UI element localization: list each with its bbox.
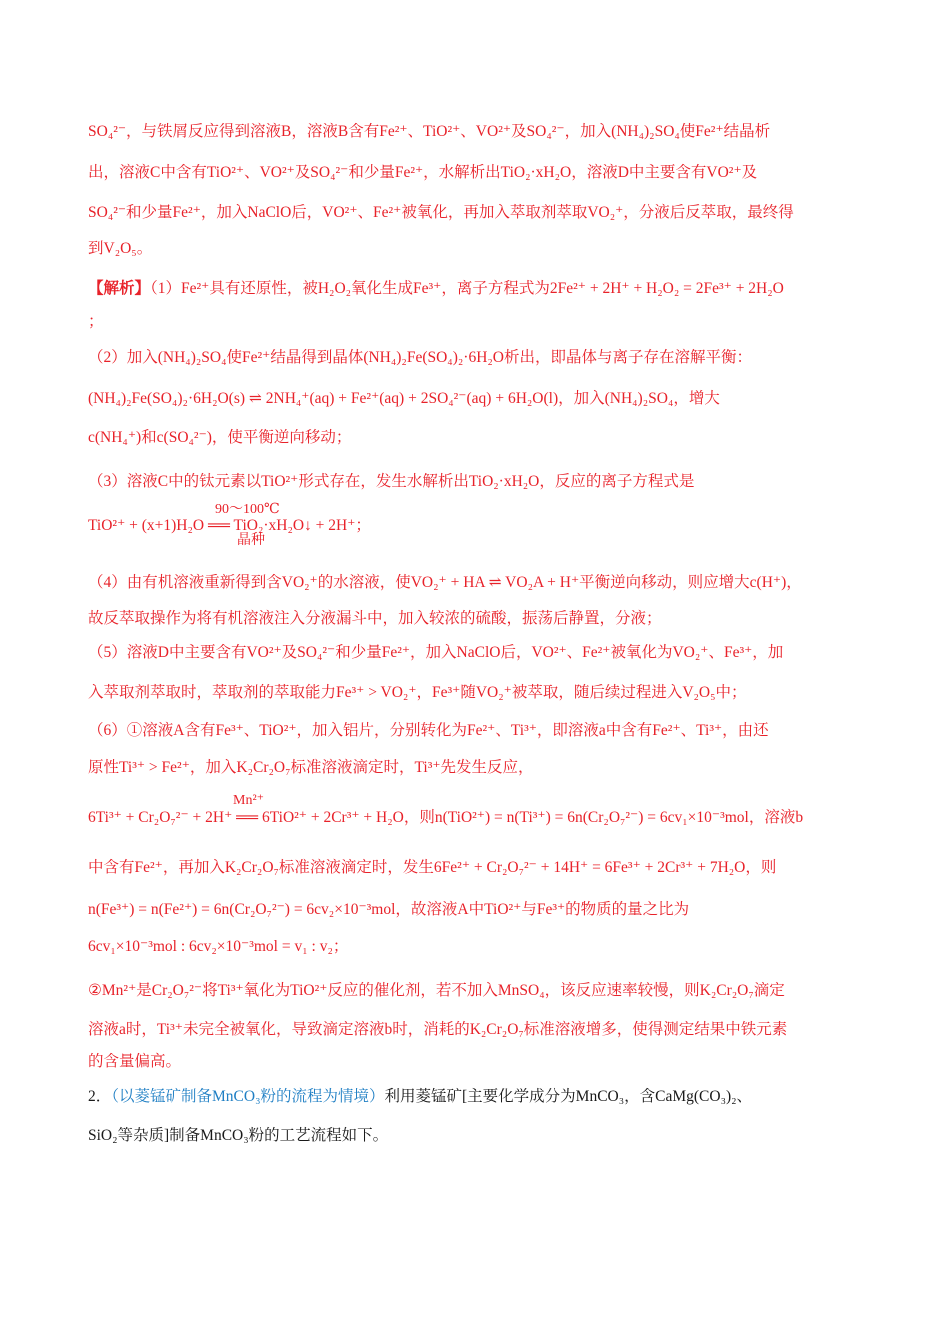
catalyst-explain-3: 的含量偏高。 <box>88 1053 182 1070</box>
equilibrium-line: (NH₄)₂Fe(SO₄)₂·6H₂O(s) ⇌ 2NH₄⁺(aq) + Fe²⁺(aq) + 2SO₄²⁻(aq) + 6H₂O(l)，加入(NH₄)₂SO₄，增大 <box>88 390 720 407</box>
analysis-line-5b: 入萃取剂萃取时，萃取剂的萃取能力Fe³⁺ > VO₂⁺，Fe³⁺随VO₂⁺被萃取，随后续过程进入V₂O₅中； <box>88 684 747 701</box>
catalyst-explain-2: 溶液a时，Ti³⁺未完全被氧化，导致滴定溶液b时，消耗的K₂Cr₂O₇标准溶液增多，使得测定结果中铁元素 <box>88 1021 788 1038</box>
text-line-1: SO₄²⁻，与铁屑反应得到溶液B，溶液B含有Fe²⁺、TiO²⁺、VO²⁺及SO₄²⁻，加入(NH₄)₂SO₄使Fe²⁺结晶析 <box>88 123 771 140</box>
ratio-line: 6cv₁×10⁻³mol : 6cv₂×10⁻³mol = v₁ : v₂； <box>88 938 349 955</box>
analysis-label: 【解析】 <box>88 280 151 297</box>
question-context: （以菱锰矿制备MnCO₃粉的流程为情境） <box>111 1088 385 1105</box>
analysis-line-1 <box>88 277 863 301</box>
analysis-part-1: （1）Fe²⁺具有还原性，被H₂O₂氧化生成Fe³⁺，离子方程式为2Fe²⁺ + 2H⁺ + H₂O₂ = 2Fe³⁺ + 2H₂O <box>150 280 784 297</box>
question-2-line-2: SiO₂等杂质]制备MnCO₃粉的工艺流程如下。 <box>88 1127 389 1144</box>
analysis-line-2: （2）加入(NH₄)₂SO₄使Fe²⁺结晶得到晶体(NH₄)₂Fe(SO₄)₂·6H₂O析出，即晶体与离子存在溶解平衡： <box>88 349 752 366</box>
iron-amount-line: n(Fe³⁺) = n(Fe²⁺) = 6n(Cr₂O₇²⁻) = 6cv₂×10⁻³mol，故溶液A中TiO²⁺与Fe³⁺的物质的量之比为 <box>88 901 690 918</box>
titration-equation-2: 中含有Fe²⁺，再加入K₂Cr₂O₇标准溶液滴定时，发生6Fe²⁺ + Cr₂O₇²⁻ + 14H⁺ = 6Fe³⁺ + 2Cr³⁺ + 7H₂O，则 <box>88 859 777 876</box>
hydrolysis-equation: TiO²⁺ + (x+1)H₂O ══ TiO₂·xH₂O↓ + 2H⁺； <box>88 517 371 534</box>
question-2-line-1 <box>88 1085 863 1109</box>
analysis-line-6: （6）①溶液A含有Fe³⁺、TiO²⁺，加入铝片，分别转化为Fe²⁺、Ti³⁺，即溶液a中含有Fe²⁺、Ti³⁺，由还 <box>88 722 769 739</box>
catalyst-label: Mn²⁺ <box>233 793 265 808</box>
question-number: 2． <box>88 1088 112 1105</box>
increase-line: c(NH₄⁺)和c(SO₄²⁻)，使平衡逆向移动； <box>88 429 352 446</box>
titration-equation-1: 6Ti³⁺ + Cr₂O₇²⁻ + 2H⁺ ══ 6TiO²⁺ + 2Cr³⁺ + H₂O，则n(TiO²⁺) = n(Ti³⁺) = 6n(Cr₂O₇²⁻) = 6cv₁×10⁻³mol，溶液b <box>88 809 804 826</box>
analysis-line-4b: 故反萃取操作为将有机溶液注入分液漏斗中，加入较浓的硫酸，振荡后静置，分液； <box>88 610 662 627</box>
text-line-2: 出，溶液C中含有TiO²⁺、VO²⁺及SO₄²⁻和少量Fe²⁺，水解析出TiO₂·xH₂O，溶液D中主要含有VO²⁺及 <box>88 164 758 181</box>
analysis-line-6b: 原性Ti³⁺ > Fe²⁺，加入K₂Cr₂O₇标准溶液滴定时，Ti³⁺先发生反应， <box>88 759 534 776</box>
analysis-line-5: （5）溶液D中主要含有VO²⁺及SO₄²⁻和少量Fe²⁺，加入NaClO后，VO²⁺、Fe²⁺被氧化为VO₂⁺、Fe³⁺，加 <box>88 644 784 661</box>
text-line-semicolon: ； <box>88 313 104 330</box>
analysis-line-3: （3）溶液C中的钛元素以TiO²⁺形式存在，发生水解析出TiO₂·xH₂O，反应的离子方程式是 <box>88 473 695 490</box>
condition-top: 90～100℃ <box>215 502 280 517</box>
analysis-line-4: （4）由有机溶液重新得到含VO₂⁺的水溶液，使VO₂⁺ + HA ⇌ VO₂A + H⁺平衡逆向移动，则应增大c(H⁺)， <box>88 574 802 591</box>
catalyst-explain-1: ②Mn²⁺是Cr₂O₇²⁻将Ti³⁺氧化为TiO²⁺反应的催化剂，若不加入MnSO₄，该反应速率较慢，则K₂Cr₂O₇滴定 <box>88 982 785 999</box>
text-line-3: SO₄²⁻和少量Fe²⁺，加入NaClO后，VO²⁺、Fe²⁺被氧化，再加入萃取剂萃取VO₂⁺，分液后反萃取，最终得 <box>88 204 794 221</box>
question-text: 利用菱锰矿[主要化学成分为MnCO₃，含CaMg(CO₃)₂、 <box>384 1088 753 1105</box>
text-line-4: 到V₂O₅。 <box>88 240 153 257</box>
condition-bottom: 晶种 <box>237 533 265 548</box>
